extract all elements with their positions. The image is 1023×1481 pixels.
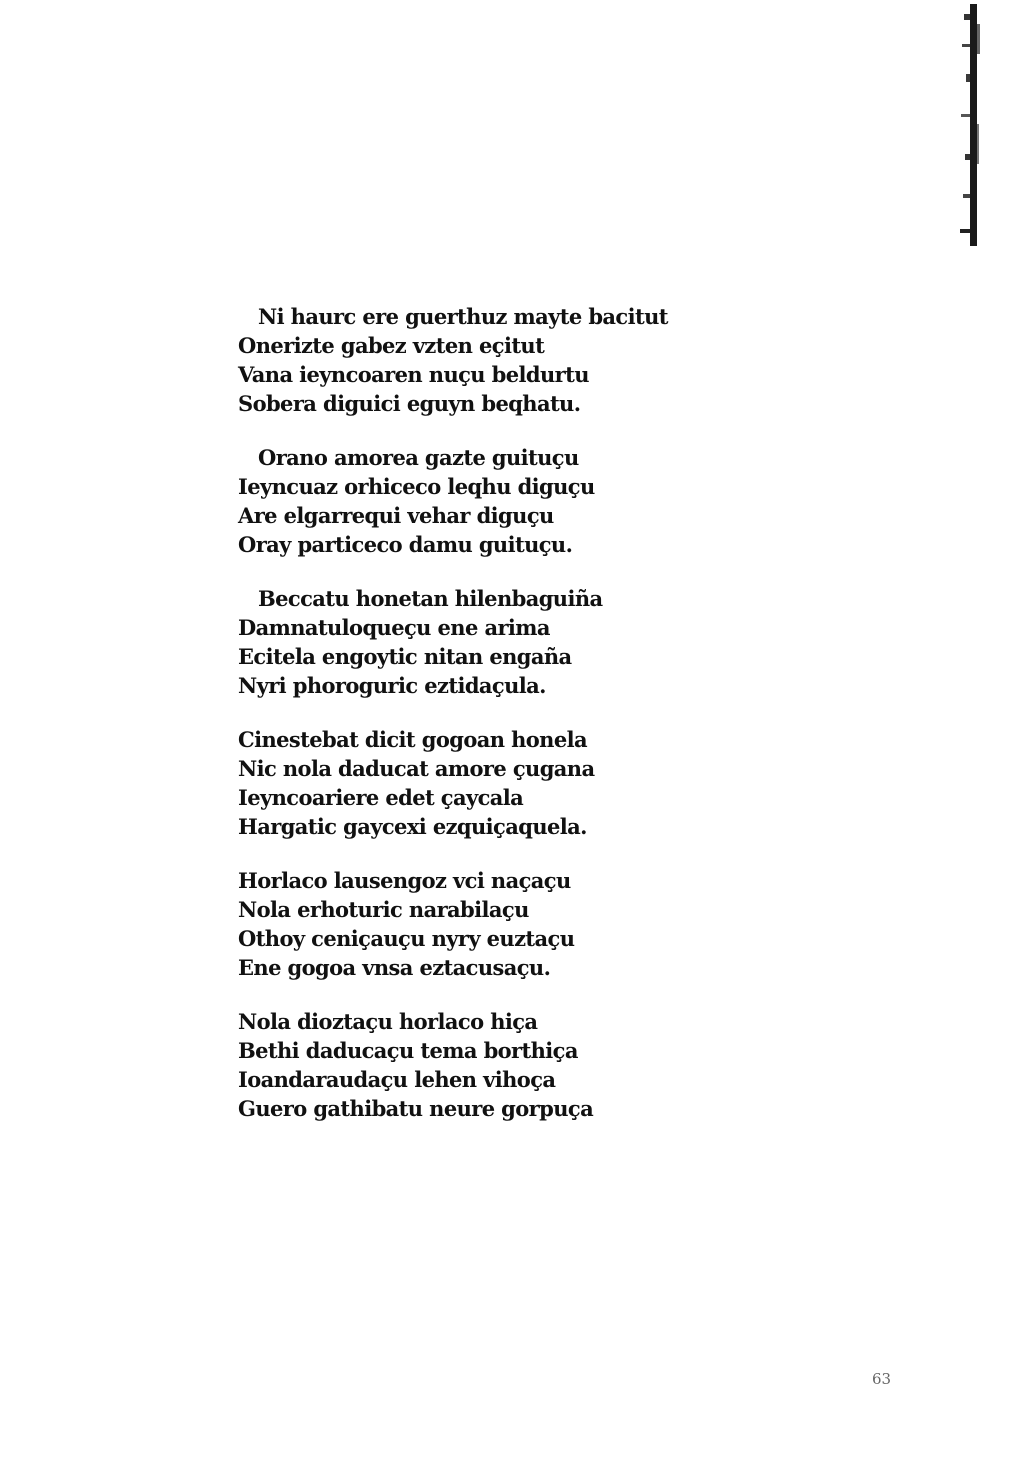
stanza-5 (238, 866, 668, 982)
verse-line: Nola erhoturic narabilaçu (238, 897, 529, 922)
verse-line: Cinestebat dicit gogoan honela (238, 727, 587, 752)
stanza-4 (238, 725, 668, 841)
verse-line: Damnatuloqueçu ene arima (238, 615, 550, 640)
verse-line: Ecitela engoytic nitan engaña (238, 644, 572, 669)
page-edge-scan-artifact (958, 4, 984, 246)
stanza-2 (238, 443, 668, 559)
verse-line: Guero gathibatu neure gorpuça (238, 1096, 594, 1121)
stanza-1 (238, 302, 668, 418)
verse-line: Bethi daducaçu tema borthiça (238, 1038, 578, 1063)
verse-line: Nola dioztaçu horlaco hiça (238, 1009, 538, 1034)
verse-line: Ni haurc ere guerthuz mayte bacitut (258, 304, 668, 329)
verse-line: Oray particeco damu guituçu. (238, 532, 573, 557)
verse-line: Ene gogoa vnsa eztacusaçu. (238, 955, 551, 980)
verse-line: Beccatu honetan hilenbaguiña (258, 586, 603, 611)
verse-line: Othoy ceniçauçu nyry euztaçu (238, 926, 575, 951)
verse-line: Sobera diguici eguyn beqhatu. (238, 391, 581, 416)
verse-line: Orano amorea gazte guituçu (258, 445, 579, 470)
verse-line: Are elgarrequi vehar diguçu (238, 503, 554, 528)
verse-line: Ieyncuaz orhiceco leqhu diguçu (238, 474, 595, 499)
verse-line: Horlaco lausengoz vci naçaçu (238, 868, 571, 893)
page-number: 63 (872, 1370, 892, 1388)
verse-line: Onerizte gabez vzten eçitut (238, 333, 545, 358)
verse-line: Nic nola daducat amore çugana (238, 756, 595, 781)
poem (238, 302, 668, 1148)
stanza-3 (238, 584, 668, 700)
verse-line: Vana ieyncoaren nuçu beldurtu (238, 362, 589, 387)
verse-line: Ioandaraudaçu lehen vihoça (238, 1067, 556, 1092)
stanza-6 (238, 1007, 668, 1123)
verse-line: Hargatic gaycexi ezquiçaquela. (238, 814, 587, 839)
verse-line: Nyri phoroguric eztidaçula. (238, 673, 546, 698)
verse-line: Ieyncoariere edet çaycala (238, 785, 524, 810)
